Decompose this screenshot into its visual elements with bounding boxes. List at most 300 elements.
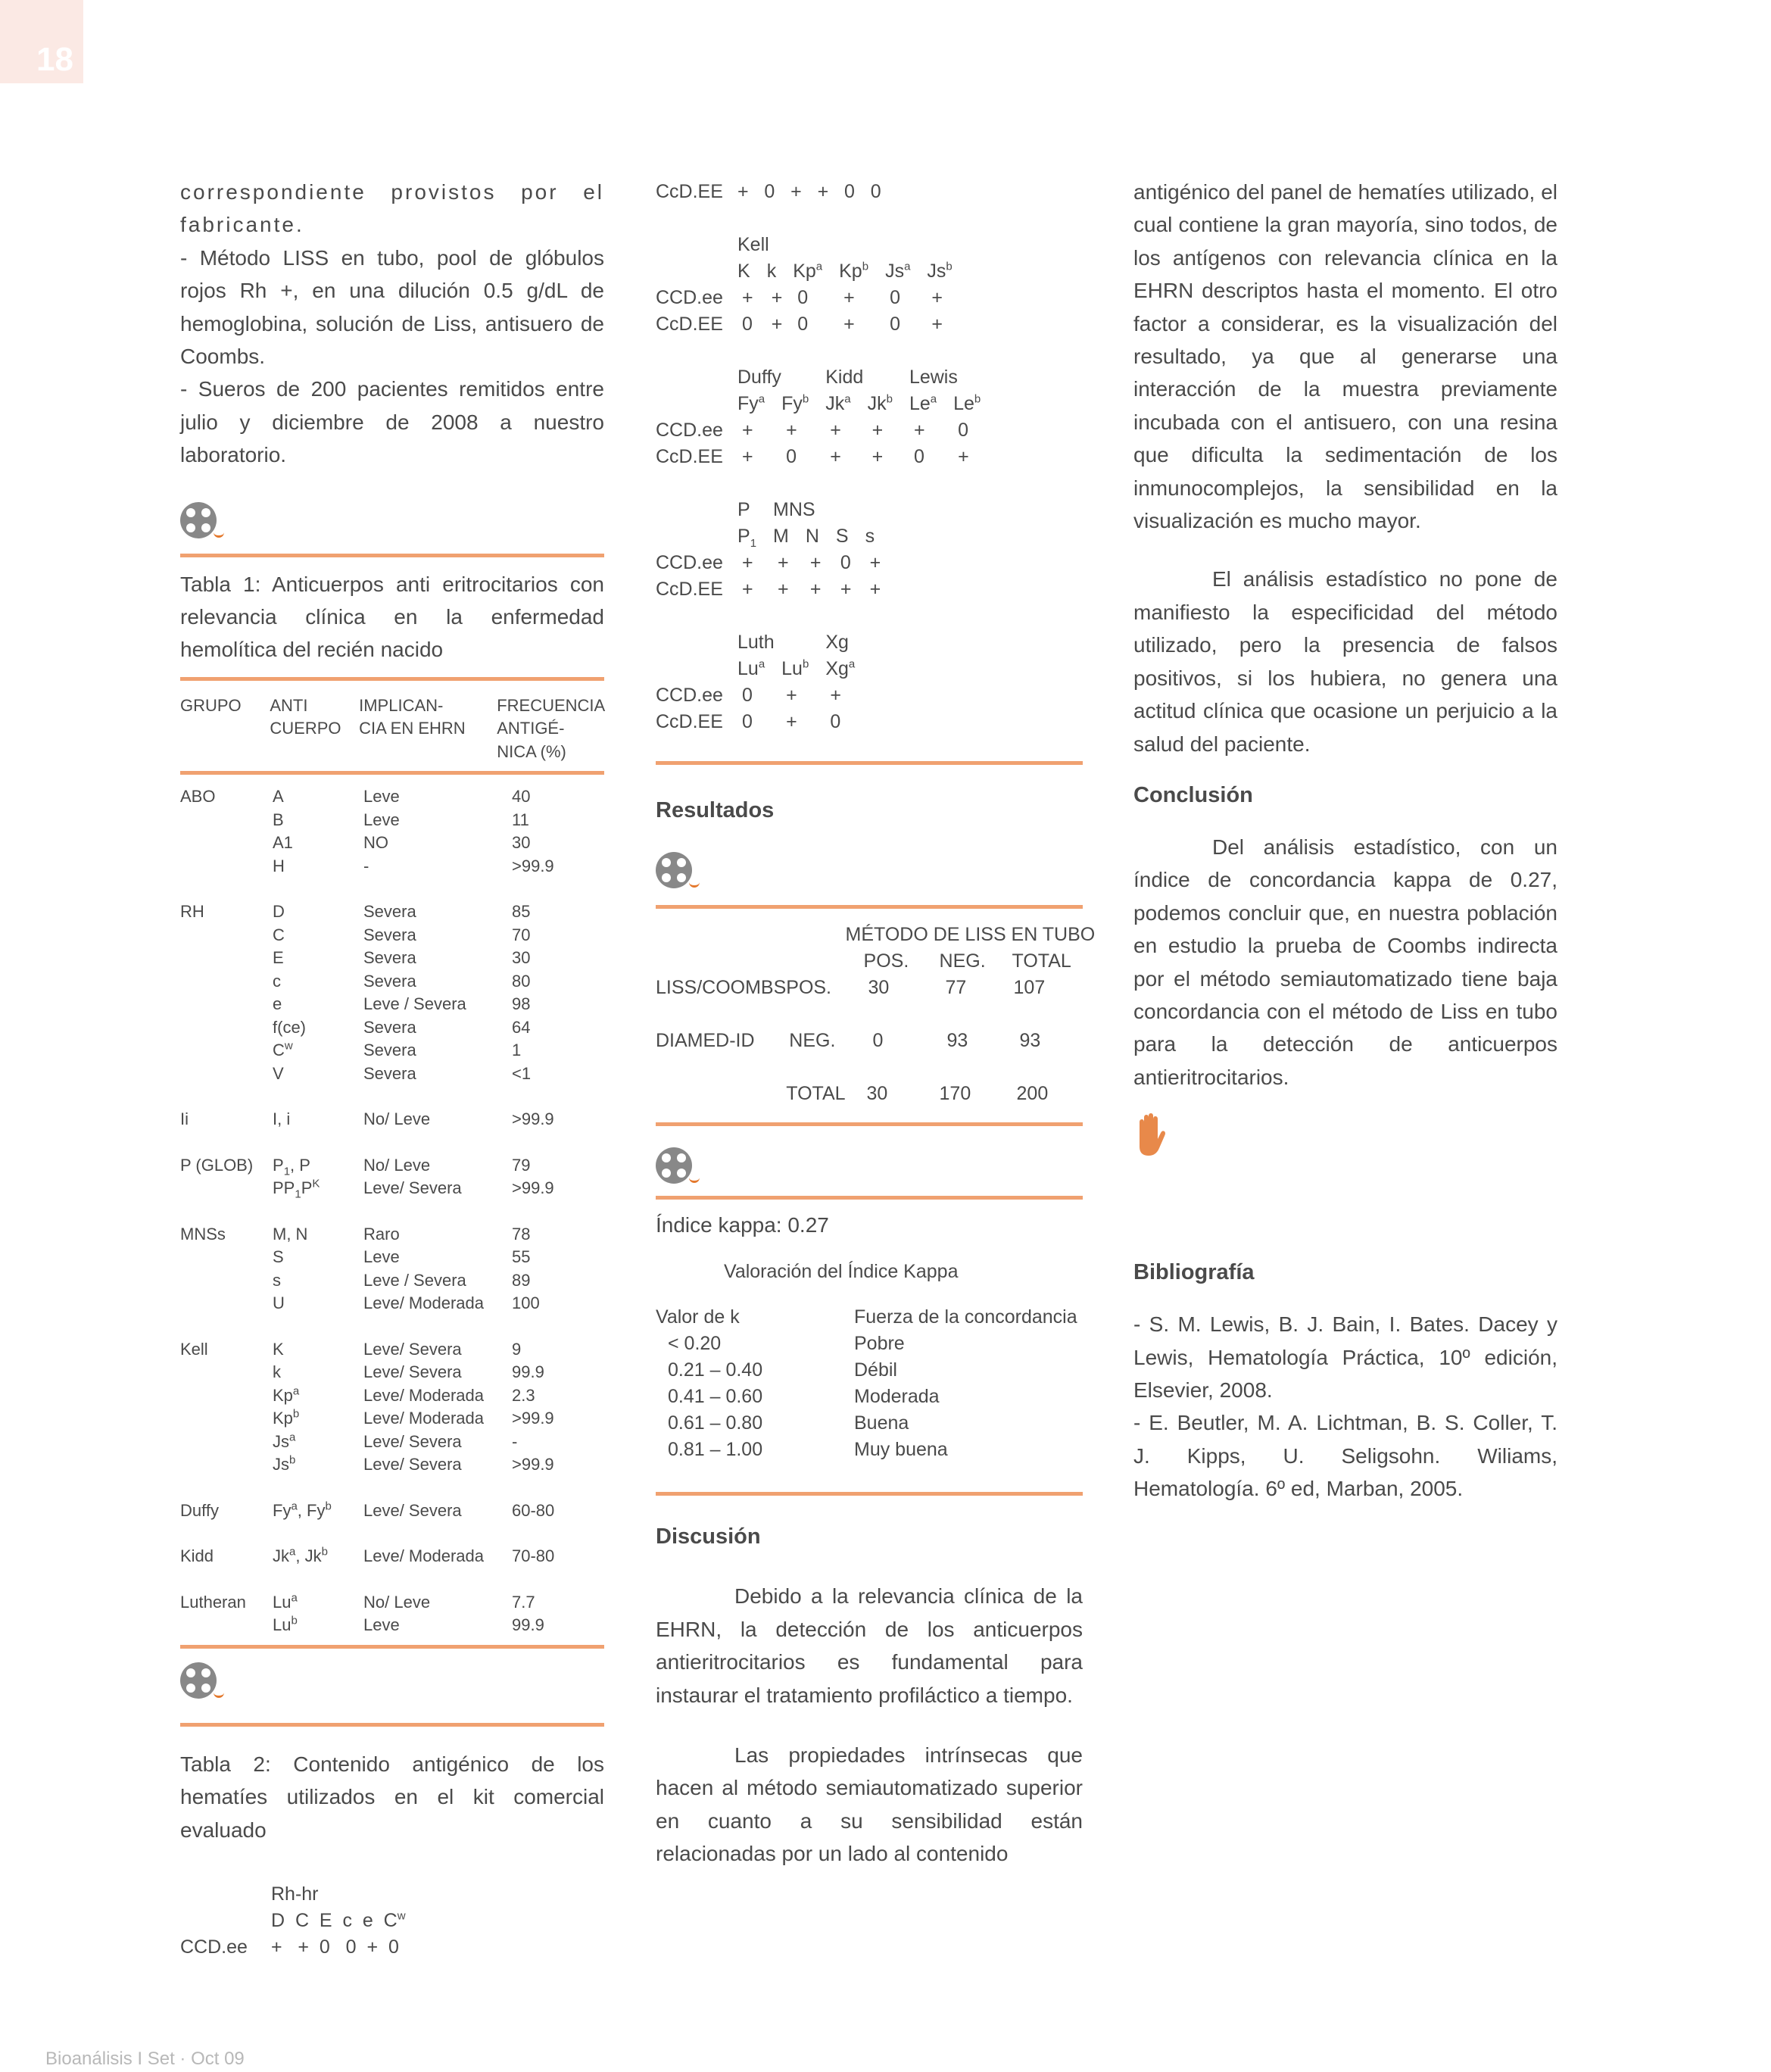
bib-entry-1: - S. M. Lewis, B. J. Bain, I. Bates. Dacey y Lewis, Hematología Práctica, 10º edición, Elsevier, 2008. (1133, 1312, 1557, 1402)
table1-implicancia-cell: Leve/ Severa (363, 1431, 462, 1451)
valoracion-valor: 0.81 – 1.00 (668, 1439, 763, 1461)
lewis-header: Lewis (909, 367, 958, 388)
valoracion-row (656, 1410, 1083, 1437)
th-anticuerpo: ANTI CUERPO (270, 695, 341, 738)
table1-row (180, 785, 604, 809)
table1-frecuencia-cell: 85 (512, 902, 531, 922)
table1-grupo-cell (180, 1246, 273, 1269)
table1-row (180, 1292, 604, 1315)
table1-row (180, 1338, 604, 1362)
mns-header: MNS (773, 499, 815, 520)
table1-frecuencia-cell: 40 (512, 787, 531, 807)
table1-row (180, 1177, 604, 1200)
section-rule (656, 905, 1083, 909)
table1-row (180, 1453, 604, 1477)
pmns-row (656, 550, 891, 576)
table1-grupo-cell (180, 1614, 273, 1637)
table1-row (180, 900, 604, 924)
valoracion-title: Valoración del Índice Kappa (724, 1261, 959, 1283)
table1-row (180, 1016, 604, 1040)
table1-body (180, 785, 604, 1637)
luxg-cell: + (830, 685, 841, 706)
table1-anticuerpo-cell: Kp$^a$ (273, 1384, 300, 1405)
luth-xg-table (656, 629, 871, 735)
table1-row (180, 1154, 604, 1178)
table1-grupo-cell: Kell (180, 1339, 208, 1359)
rh-ccdee-values: + + 0 0 + 0 (271, 1936, 399, 1958)
luxg-antigen: Lu$^b$ (781, 657, 809, 679)
kell-cell: 0 (890, 314, 900, 335)
pmns-cell: + (809, 579, 822, 600)
th-implicancia: IMPLICAN- CIA EN EHRN (359, 695, 466, 738)
rh-ccdee-label: CCD.ee (180, 1936, 248, 1958)
table1-row (180, 1063, 604, 1086)
table1-grupo-cell (180, 1384, 273, 1408)
table1-implicancia-cell: Leve (363, 1247, 400, 1267)
table1-grupo-cell (180, 809, 273, 832)
rh-table-continued (656, 179, 881, 205)
pmns-cell: + (742, 552, 753, 573)
dkl-cell: 0 (913, 446, 924, 467)
footer: Bioanálisis I Set · Oct 09 (45, 2049, 245, 2069)
table1-frecuencia-cell: 11 (512, 810, 529, 829)
liss-table (656, 921, 1095, 1107)
table1-row (180, 1384, 604, 1408)
valoracion-fuerza: Buena (854, 1412, 909, 1434)
table1-header-row (180, 694, 604, 764)
table1-frecuencia-cell: 78 (512, 1224, 531, 1244)
table1-implicancia-cell: Leve / Severa (363, 994, 466, 1014)
kell-table (656, 232, 969, 338)
bib-entry-2: - E. Beutler, M. A. Lichtman, B. S. Coller, T. J. Kipps, U. Seligsohn. Wiliams, Hematología. 6º ed, Marban, 2005. (1133, 1411, 1557, 1501)
kell-header: Kell (737, 234, 769, 255)
table1-anticuerpo-cell: s (273, 1270, 281, 1290)
table1-frecuencia-cell: 30 (512, 833, 531, 853)
table1-grupo-cell (180, 832, 273, 855)
discusion-p1: Debido a la relevancia clínica de la EHRN, la detección de los anticuerpos antieritrocitarios es fundamental para instaurar el tratamiento profiláctico a tiempo. (656, 1584, 1083, 1707)
table1-row (180, 1431, 604, 1454)
dkl-cell: + (742, 446, 753, 467)
pmns-cell: + (869, 579, 881, 600)
table1-grupo-cell (180, 1016, 273, 1040)
table1-grupo-cell (180, 1063, 273, 1086)
table1 (180, 694, 604, 764)
table1-implicancia-cell: NO (363, 833, 388, 853)
table1-anticuerpo-cell: Lu$^a$ (273, 1591, 298, 1612)
liss-row2-label: DIAMED-ID (656, 1030, 755, 1051)
table1-frecuencia-cell: 100 (512, 1293, 540, 1313)
table1-row (180, 1591, 604, 1615)
bullet-sueros: - Sueros de 200 pacientes remitidos entre julio y diciembre de 2008 a nuestro laboratorio. (180, 377, 604, 467)
table1-grupo-cell: Duffy (180, 1500, 219, 1520)
dkl-antigen: Fy$^b$ (781, 392, 809, 414)
table1-frecuencia-cell: >99.9 (512, 1455, 554, 1474)
valoracion-fuerza: Moderada (854, 1386, 940, 1408)
table1-row (180, 1614, 604, 1637)
dkl-antigen: Le$^a$ (909, 392, 937, 414)
table1-implicancia-cell: No/ Leve (363, 1592, 431, 1612)
kell-cell: + (771, 314, 783, 335)
table1-grupo-cell (180, 1269, 273, 1293)
table1-grupo-cell (180, 1453, 273, 1477)
dkl-cell: + (871, 446, 884, 467)
pmns-cell: + (778, 552, 789, 573)
table1-grupo-cell (180, 970, 273, 994)
dkl-antigen: Le$^b$ (953, 392, 981, 414)
luxg-cell: 0 (830, 711, 841, 732)
table1-grupo-cell (180, 924, 273, 947)
table1-row (180, 832, 604, 855)
resultados-title: Resultados (656, 798, 775, 822)
kell-antigen: K (737, 261, 750, 282)
table1-frecuencia-cell: 99.9 (512, 1615, 544, 1635)
table1-grupo-cell (180, 1431, 273, 1454)
table1-grupo-cell: Ii (180, 1109, 189, 1129)
pmns-row-label: CCD.ee (656, 552, 723, 573)
col3-p2: El análisis estadístico no pone de manifiesto la especificidad del método utilizado, pero la presencia de falsos positivos, si los hubiera, no genera una actitud clínica que ocasione un perjuicio a la salud del paciente. (1133, 567, 1557, 756)
table1-row (180, 1269, 604, 1293)
liss-header: MÉTODO DE LISS EN TUBO (845, 924, 1096, 945)
film-reel-icon (180, 1662, 220, 1702)
table1-grupo-cell (180, 1039, 273, 1063)
dkl-cell: + (913, 420, 925, 441)
table1-row (180, 1407, 604, 1431)
kell-cell: + (843, 287, 855, 308)
xg-header: Xg (825, 632, 849, 653)
discusion-title: Discusión (656, 1524, 761, 1549)
duffy-kidd-lewis-table (656, 364, 997, 470)
kell-cell: + (742, 287, 753, 308)
kell-cell: + (931, 314, 943, 335)
liss-row1-sub: POS. (786, 977, 832, 998)
kell-cell: + (931, 287, 943, 308)
kell-cell: 0 (890, 287, 900, 308)
table1-row (180, 1499, 604, 1523)
table1-anticuerpo-cell: K (273, 1339, 284, 1359)
table1-anticuerpo-cell: $PP_1P^K$ (273, 1178, 320, 1201)
valoracion-table (656, 1304, 1083, 1463)
pmns-cell: + (742, 579, 753, 600)
liss-cell: 200 (1016, 1083, 1049, 1104)
dkl-cell: + (958, 446, 969, 467)
pmns-cell: + (809, 552, 822, 573)
pmns-antigen: N (805, 526, 819, 547)
luxg-row-label: CCD.ee (656, 685, 723, 706)
dkl-row (656, 417, 997, 444)
table1-anticuerpo-cell: Kp$^b$ (273, 1408, 300, 1428)
duffy-header: Duffy (737, 367, 781, 388)
valoracion-valor: < 0.20 (668, 1333, 722, 1355)
table1-frecuencia-cell: 99.9 (512, 1362, 544, 1382)
table1-row (180, 1223, 604, 1247)
dkl-cell: + (742, 420, 753, 441)
table1-implicancia-cell: Severa (363, 925, 416, 944)
valoracion-th-fuerza: Fuerza de la concordancia (854, 1306, 1077, 1328)
table1-anticuerpo-cell: M, N (273, 1224, 308, 1244)
dkl-cell: 0 (786, 446, 797, 467)
luth-header: Luth (737, 632, 775, 653)
table1-anticuerpo-cell: S (273, 1247, 284, 1267)
kell-cell: 0 (797, 287, 809, 308)
table1-frecuencia-cell: 98 (512, 994, 531, 1014)
dkl-antigen: Jk$^b$ (867, 392, 893, 414)
liss-cell: 93 (1019, 1030, 1041, 1051)
table1-anticuerpo-cell: H (273, 856, 285, 875)
luxg-cell: 0 (742, 685, 753, 706)
dkl-row (656, 444, 997, 470)
table1-anticuerpo-cell: I, i (273, 1109, 291, 1129)
table1-anticuerpo-cell: $P_1$, P (273, 1155, 310, 1178)
table1-implicancia-cell: Severa (363, 1041, 416, 1060)
table1-anticuerpo-cell: $C^w$ (273, 1040, 293, 1060)
table1-grupo-cell: ABO (180, 787, 216, 807)
table1-grupo-cell (180, 1292, 273, 1315)
column-1 (180, 176, 604, 1961)
table1-anticuerpo-cell: Lu$^b$ (273, 1615, 298, 1635)
table1-row (180, 809, 604, 832)
table1-implicancia-cell: - (363, 856, 369, 875)
table1-implicancia-cell: Leve (363, 810, 400, 829)
table1-row (180, 947, 604, 970)
table1-grupo-cell: MNSs (180, 1224, 226, 1244)
pmns-antigen: S (835, 526, 849, 547)
liss-row2-sub: NEG. (789, 1030, 836, 1051)
table1-row (180, 1246, 604, 1269)
liss-col-pos: POS. (863, 950, 909, 972)
table1-grupo-cell (180, 1407, 273, 1431)
table1-row (180, 855, 604, 878)
th-frecuencia: FRECUENCIA ANTIGÉ- NICA (%) (497, 695, 604, 761)
table1-implicancia-cell: Leve/ Moderada (363, 1293, 484, 1313)
dkl-cell: + (786, 420, 797, 441)
dkl-cell: + (830, 446, 841, 467)
table1-implicancia-cell: Leve/ Moderada (363, 1409, 484, 1428)
table1-frecuencia-cell: >99.9 (512, 856, 554, 875)
film-reel-icon (180, 502, 220, 541)
dkl-antigen: Fy$^a$ (737, 392, 765, 414)
table1-anticuerpo-cell: D (273, 902, 285, 922)
table1-frecuencia-cell: 60-80 (512, 1500, 555, 1520)
table1-grupo-cell: Lutheran (180, 1592, 246, 1612)
kell-cell: + (771, 287, 783, 308)
kell-cell: + (843, 314, 855, 335)
column-3 (1133, 176, 1557, 1506)
bibliografia-title: Bibliografía (1133, 1260, 1255, 1285)
luxg-cell: + (786, 685, 797, 706)
valoracion-th-valor: Valor de k (656, 1306, 740, 1328)
table1-anticuerpo-cell: f(ce) (273, 1017, 306, 1037)
table1-implicancia-cell: Severa (363, 948, 416, 968)
discusion-p2: Las propiedades intrínsecas que hacen al método semiautomatizado superior en cuanto a su sensibilidad están relacionadas por un lado al contenido (656, 1743, 1083, 1866)
p-mns-table (656, 497, 891, 603)
table1-anticuerpo-cell: E (273, 948, 284, 968)
table1-frecuencia-cell: 89 (512, 1270, 531, 1290)
table1-implicancia-cell: Severa (363, 1017, 416, 1037)
table1-frecuencia-cell: 70 (512, 925, 531, 944)
p-header: P (737, 499, 750, 520)
liss-row1-label: LISS/COOMBS (656, 977, 787, 998)
kell-antigen: Kp$^b$ (839, 260, 869, 282)
table1-frecuencia-cell: 2.3 (512, 1385, 535, 1405)
luxg-row (656, 682, 871, 709)
kell-antigen: Js$^a$ (885, 260, 911, 282)
pmns-row (656, 576, 891, 603)
luxg-antigen: Xg$^a$ (825, 657, 856, 679)
table1-grupo-cell (180, 993, 273, 1016)
pmns-antigen: $P_1$ (737, 526, 757, 550)
table1-frecuencia-cell: 7.7 (512, 1592, 535, 1612)
table1-frecuencia-cell: >99.9 (512, 1409, 554, 1428)
valoracion-fuerza: Débil (854, 1359, 897, 1381)
table1-grupo-cell (180, 1361, 273, 1384)
table1-grupo-cell (180, 1177, 273, 1200)
kappa-text: Índice kappa: 0.27 (656, 1213, 829, 1237)
pmns-antigen: M (773, 526, 789, 547)
pmns-cell: + (778, 579, 789, 600)
pmns-cell: + (840, 579, 852, 600)
table1-anticuerpo-cell: V (273, 1063, 284, 1083)
liss-cell: 30 (866, 1083, 888, 1104)
table1-grupo-cell: RH (180, 902, 204, 922)
table1-implicancia-cell: Raro (363, 1224, 400, 1244)
conclusion-title: Conclusión (1133, 782, 1253, 807)
col3-p1: antigénico del panel de hematíes utilizado, el cual contiene la gran mayoría, sino todos, de los antígenos con relevancia clínica en la EHRN descriptos hasta el momento. El otro factor a considerar, es la visualización del resultado, ya que al generarse una interacción de la muestra previamente incubada con el antisuero, con una resina que dificulta la sedimentación de los inmunocomplejos, la sensibilidad en la visualización es mucho mayor. (1133, 180, 1557, 533)
table1-row (180, 1545, 604, 1568)
luxg-cell: 0 (742, 711, 753, 732)
valoracion-row (656, 1331, 1083, 1357)
pmns-row-label: CcD.EE (656, 579, 723, 600)
dkl-cell: + (830, 420, 841, 441)
table1-row (180, 993, 604, 1016)
kell-antigen: Js$^b$ (927, 260, 953, 282)
kell-row-label: CCD.ee (656, 287, 723, 308)
table1-implicancia-cell: Leve/ Severa (363, 1178, 462, 1198)
table1-frecuencia-cell: <1 (512, 1063, 532, 1083)
table1-frecuencia-cell: >99.9 (512, 1109, 554, 1129)
table1-implicancia-cell: Severa (363, 902, 416, 922)
dkl-row-label: CcD.EE (656, 446, 723, 467)
table1-anticuerpo-cell: A (273, 787, 284, 807)
kidd-header: Kidd (825, 367, 864, 388)
pmns-antigen: s (865, 526, 875, 547)
table1-frecuencia-cell: 64 (512, 1017, 531, 1037)
table1-caption: Tabla 1: Anticuerpos anti eritrocitarios con relevancia clínica en la enfermedad hemolítica del recién nacido (180, 572, 604, 662)
table1-frecuencia-cell: 55 (512, 1247, 531, 1267)
table1-frecuencia-cell: 79 (512, 1155, 531, 1175)
valoracion-row (656, 1357, 1083, 1384)
pmns-cell: + (869, 552, 881, 573)
bullet-liss: - Método LISS en tubo, pool de glóbulos rojos Rh +, en una dilución 0.5 g/dL de hemoglobina, solución de Liss, antisuero de Coombs. (180, 245, 604, 369)
dkl-cell: + (871, 420, 884, 441)
table1-row (180, 970, 604, 994)
valoracion-fuerza: Pobre (854, 1333, 905, 1355)
table1-anticuerpo-cell: c (273, 971, 281, 991)
valoracion-valor: 0.21 – 0.40 (668, 1359, 763, 1381)
pmns-cell: 0 (840, 552, 851, 573)
table1-grupo-cell: P (GLOB) (180, 1155, 254, 1175)
table1-grupo-cell (180, 947, 273, 970)
kell-antigen: k (766, 261, 777, 282)
rh-header: Rh-hr (271, 1883, 319, 1905)
table1-implicancia-cell: Leve/ Severa (363, 1339, 462, 1359)
liss-cell: 30 (868, 977, 890, 998)
table1-frecuencia-cell: 9 (512, 1339, 522, 1359)
table1-implicancia-cell: No/ Leve (363, 1155, 431, 1175)
table1-implicancia-cell: Severa (363, 971, 416, 991)
table1-implicancia-cell: Leve / Severa (363, 1270, 466, 1290)
kell-row (656, 311, 969, 338)
table1-frecuencia-cell: >99.9 (512, 1178, 554, 1198)
kell-cell: 0 (797, 314, 809, 335)
rh-ccdEE-values: + 0 + + 0 0 (737, 181, 881, 202)
film-reel-icon (656, 852, 695, 891)
table1-grupo-cell: Kidd (180, 1546, 214, 1566)
kell-antigen: Kp$^a$ (793, 260, 823, 282)
valoracion-row (656, 1384, 1083, 1410)
table2-caption: Tabla 2: Contenido antigénico de los hematíes utilizados en el kit comercial evaluado (180, 1752, 604, 1842)
table1-implicancia-cell: Leve (363, 1615, 400, 1635)
page-number: 18 (36, 41, 73, 78)
luxg-row-label: CcD.EE (656, 711, 723, 732)
film-reel-icon (656, 1147, 695, 1187)
liss-col-total: TOTAL (1012, 950, 1071, 972)
table1-implicancia-cell: Leve/ Moderada (363, 1546, 484, 1566)
table1-anticuerpo-cell: C (273, 925, 285, 944)
table1-implicancia-cell: Leve/ Severa (363, 1455, 462, 1474)
table1-row (180, 1108, 604, 1131)
table1-implicancia-cell: Leve/ Severa (363, 1500, 462, 1520)
table1-row (180, 1361, 604, 1384)
liss-cell: 170 (939, 1083, 971, 1104)
table1-frecuencia-cell: 1 (512, 1041, 522, 1060)
table1-frecuencia-cell: 30 (512, 948, 531, 968)
valoracion-valor: 0.41 – 0.60 (668, 1386, 763, 1408)
table1-frecuencia-cell: - (512, 1431, 518, 1451)
table1-anticuerpo-cell: Js$^a$ (273, 1431, 296, 1451)
conclusion-text: Del análisis estadístico, con un índice de concordancia kappa de 0.27, podemos concluir que, en nuestra población en estudio la prueba de Coombs indirecta por el método semiautomatizado tiene baja concordancia con el método de Liss en tubo para la detección de anticuerpos antieritrocitarios. (1133, 835, 1557, 1089)
column-2 (656, 179, 1096, 1871)
table1-anticuerpo-cell: e (273, 994, 282, 1014)
liss-cell: 107 (1013, 977, 1046, 998)
table1-implicancia-cell: Leve/ Severa (363, 1362, 462, 1382)
valoracion-row (656, 1437, 1083, 1463)
rh-ccdEE-label: CcD.EE (656, 181, 723, 202)
liss-cell: 77 (945, 977, 967, 998)
table1-anticuerpo-cell: U (273, 1293, 285, 1313)
table1-implicancia-cell: No/ Leve (363, 1109, 431, 1129)
kell-row (656, 285, 969, 311)
hand-stop-icon (1133, 1113, 1167, 1157)
liss-cell: 93 (946, 1030, 968, 1051)
liss-total-label: TOTAL (786, 1083, 846, 1104)
th-grupo: GRUPO (180, 695, 242, 715)
table1-anticuerpo-cell: A1 (273, 833, 293, 853)
table1-implicancia-cell: Severa (363, 1063, 416, 1083)
kell-cell: 0 (742, 314, 753, 335)
table1-grupo-cell (180, 855, 273, 878)
table1-implicancia-cell: Leve/ Moderada (363, 1385, 484, 1405)
liss-cell: 0 (872, 1030, 884, 1051)
rh-table (180, 1881, 406, 1961)
table1-anticuerpo-cell: Fy$^a$, Fy$^b$ (273, 1499, 332, 1520)
valoracion-valor: 0.61 – 0.80 (668, 1412, 763, 1434)
luxg-antigen: Lu$^a$ (737, 657, 765, 679)
dkl-row-label: CCD.ee (656, 420, 723, 441)
luxg-row (656, 709, 871, 735)
table1-frecuencia-cell: 80 (512, 971, 531, 991)
valoracion-fuerza: Muy buena (854, 1439, 948, 1461)
table1-implicancia-cell: Leve (363, 787, 400, 807)
